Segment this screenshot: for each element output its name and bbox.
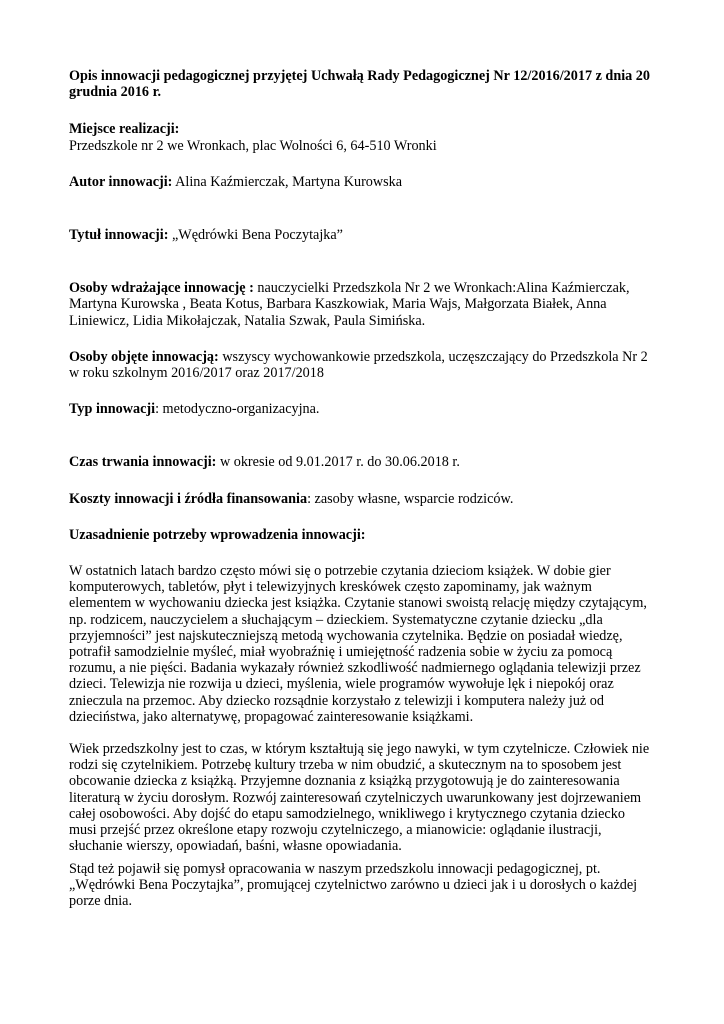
participants-value: wszyscy wychowankowie przedszkola, uczęszczający do Przedszkola Nr 2 w roku szkolnym 2016/2017 oraz 2017/2018 <box>69 348 648 382</box>
duration-value: w okresie od 9.01.2017 r. do 30.06.2018 r. <box>216 454 460 471</box>
author-field <box>69 174 656 190</box>
location-value: Przedszkole nr 2 we Wronkach, plac Wolności 6, 64-510 Wronki <box>69 137 437 154</box>
implementers-label: Osoby wdrażające innowację : <box>69 280 254 297</box>
costs-label: Koszty innowacji i źródła finansowania <box>69 490 308 507</box>
innovation-title-field <box>69 227 656 243</box>
location-label: Miejsce realizacji: <box>69 121 180 138</box>
duration-label: Czas trwania innowacji: <box>69 454 217 471</box>
participants-label: Osoby objęte innowacją: <box>69 348 219 365</box>
innovation-title-value: „Wędrówki Bena Poczytajka” <box>168 227 343 244</box>
innovation-title-label: Tytuł innowacji: <box>69 227 169 244</box>
author-label: Autor innowacji: <box>69 173 173 190</box>
justification-paragraph-1: W ostatnich latach bardzo często mówi się o potrzebie czytania dzieciom książek. W dobie gier komputerowych, tabletów, płyt i telewizyjnych kreskówek często zapominamy, jak ważnym elementem w wychowaniu dziecka jest książka. Czytanie stanowi swoistą relację między czytającym, np. rodzicem, nauczycielem a słuchającym – dzieckiem. Systematyczne czytanie dziecku „dla przyjemności” jest najskuteczniejszą metodą wychowania czytelnika. Będzie on posiadał wiedzę, potrafił samodzielnie myśleć, miał wyobraźnię i umiejętność radzenia sobie w życiu za pomocą rozumu, a nie pięści. Badania wykazały również szkodliwość nadmiernego oglądania telewizji przez dzieci. Telewizja nie rozwija u dzieci, myślenia, wiele programów wywołuje lęk i niepokój oraz znieczula na przemoc. Aby dziecko rozsądnie korzystało z telewizji i komputera należy już od dzieciństwa, jako alternatywę, propagować zainteresowanie książkami. <box>69 563 647 725</box>
duration-field <box>69 454 656 470</box>
implementers-value: nauczycielki Przedszkola Nr 2 we Wronkach:Alina Kaźmierczak, Martyna Kurowska , Beata Kotus, Barbara Kaszkowiak, Maria Wajs, Małgorzata Białek, Anna Liniewicz, Lidia Mikołajczak, Natalia Szwak, Paula Simińska. <box>69 280 630 329</box>
type-value: : metodyczno-organizacyjna. <box>155 401 320 418</box>
author-value: Alina Kaźmierczak, Martyna Kurowska <box>172 173 403 190</box>
justification-heading: Uzasadnienie potrzeby wprowadzenia innowacji: <box>69 526 366 543</box>
document-title: Opis innowacji pedagogicznej przyjętej Uchwałą Rady Pedagogicznej Nr 12/2016/2017 z dnia 20 grudnia 2016 r. <box>69 68 650 101</box>
justification-paragraph-3: Stąd też pojawił się pomysł opracowania w naszym przedszkolu innowacji pedagogicznej, pt. „Wędrówki Bena Poczytajka”, promującej czytelnictwo zarówno u dzieci jak i u dorosłych o każdej porze dnia. <box>69 860 638 909</box>
justification-paragraph-2: Wiek przedszkolny jest to czas, w którym kształtują się jego nawyki, w tym czytelnicze. Człowiek nie rodzi się czytelnikiem. Potrzebę kultury trzeba w nim obudzić, a skutecznym na to sposobem jest obcowanie dziecka z książką. Przyjemne doznania z książką przygotowują je do zainteresowania literaturą w życiu dorosłym. Rozwój zainteresowań czytelniczych uwarunkowany jest dojrzewaniem całej osobowości. Aby dojść do etapu samodzielnego, wnikliwego i krytycznego czytania dziecko musi przejść przez określone etapy rozwoju czytelniczego, a mianowicie: oglądanie ilustracji, słuchanie wierszy, opowiadań, baśni, własne opowiadania. <box>69 741 650 855</box>
costs-value: : zasoby własne, wsparcie rodziców. <box>307 490 514 507</box>
participants-field <box>69 349 656 381</box>
type-label: Typ innowacji <box>69 401 156 418</box>
location-field <box>69 121 656 153</box>
costs-field <box>69 491 656 507</box>
type-field <box>69 401 656 417</box>
implementers-field <box>69 280 656 329</box>
